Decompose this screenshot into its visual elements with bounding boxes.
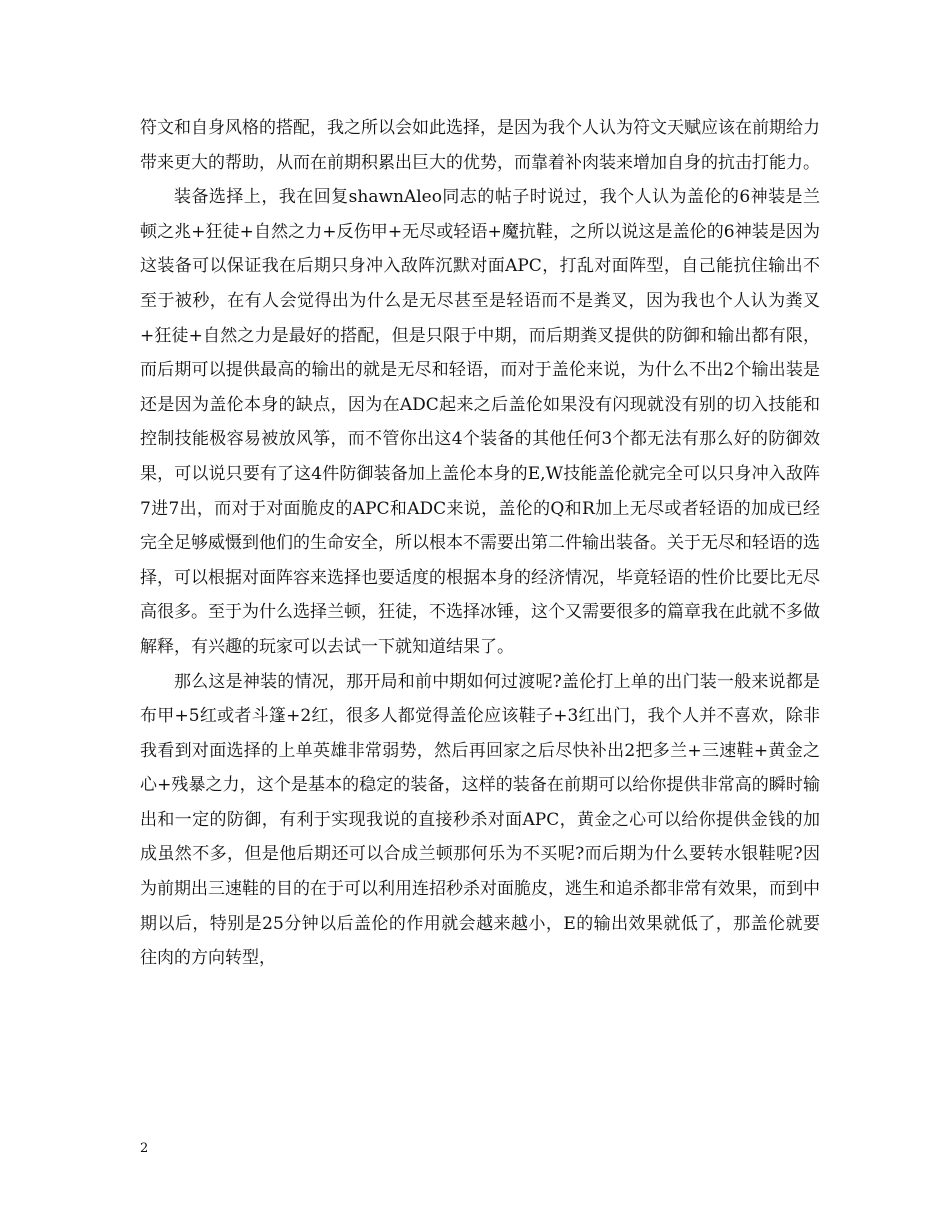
paragraph-1: 符文和自身风格的搭配，我之所以会如此选择，是因为我个人认为符文天赋应该在前期给力带来更大的帮助，从而在前期积累出巨大的优势，而靠着补肉装来增加自身的抗击打能力。 (140, 118, 820, 173)
paragraph-2: 装备选择上，我在回复shawnAleo同志的帖子时说过，我个人认为盖伦的6神装是兰顿之兆+狂徒+自然之力+反伤甲+无尽或轻语+魔抗鞋，之所以说这是盖伦的6神装是因为这装备可以保证我在后期只身冲入敌阵沉默对面APC，打乱对面阵型，自己能抗住输出不至于被秒，在有人会觉得出为什么是无尽甚至是轻语而不是粪叉，因为我也个人认为粪叉+狂徒+自然之力是最好的搭配，但是只限于中期，而后期粪叉提供的防御和输出都有限，而后期可以提供最高的输出的就是无尽和轻语，而对于盖伦来说，为什么不出2个输出装是还是因为盖伦本身的缺点，因为在ADC起来之后盖伦如果没有闪现就没有别的切入技能和控制技能极容易被放风筝，而不管你出这4个装备的其他任何3个都无法有那么好的防御效果，可以说只要有了这4件防御装备加上盖伦本身的E,W技能盖伦就完全可以只身冲入敌阵7进7出，而对于对面脆皮的APC和ADC来说，盖伦的Q和R加上无尽或者轻语的加成已经完全足够威慑到他们的生命安全，所以根本不需要出第二件输出装备。关于无尽和轻语的选择，可以根据对面阵容来选择也要适度的根据本身的经济情况，毕竟轻语的性价比要比无尽高很多。至于为什么选择兰顿，狂徒，不选择冰锤，这个又需要很多的篇章我在此就不多做解释，有兴趣的玩家可以去试一下就知道结果了。 (140, 187, 820, 657)
paragraph-3: 那么这是神装的情况，那开局和前中期如何过渡呢?盖伦打上单的出门装一般来说都是布甲+5红或者斗篷+2红，很多人都觉得盖伦应该鞋子+3红出门，我个人并不喜欢，除非我看到对面选择的上单英雄非常弱势，然后再回家之后尽快补出2把多兰+三速鞋+黄金之心+残暴之力，这个是基本的稳定的装备，这样的装备在前期可以给你提供非常高的瞬时输出和一定的防御，有利于实现我说的直接秒杀对面APC，黄金之心可以给你提供金钱的加成虽然不多，但是他后期还可以合成兰顿那何乐为不买呢?而后期为什么要转水银鞋呢?因为前期出三速鞋的目的在于可以利用连招秒杀对面脆皮，逃生和追杀都非常有效果，而到中期以后，特别是25分钟以后盖伦的作用就会越来越小，E的输出效果就低了，那盖伦就要往肉的方向转型， (140, 671, 820, 969)
page-number: 2 (140, 1141, 149, 1156)
document-body (140, 111, 820, 976)
